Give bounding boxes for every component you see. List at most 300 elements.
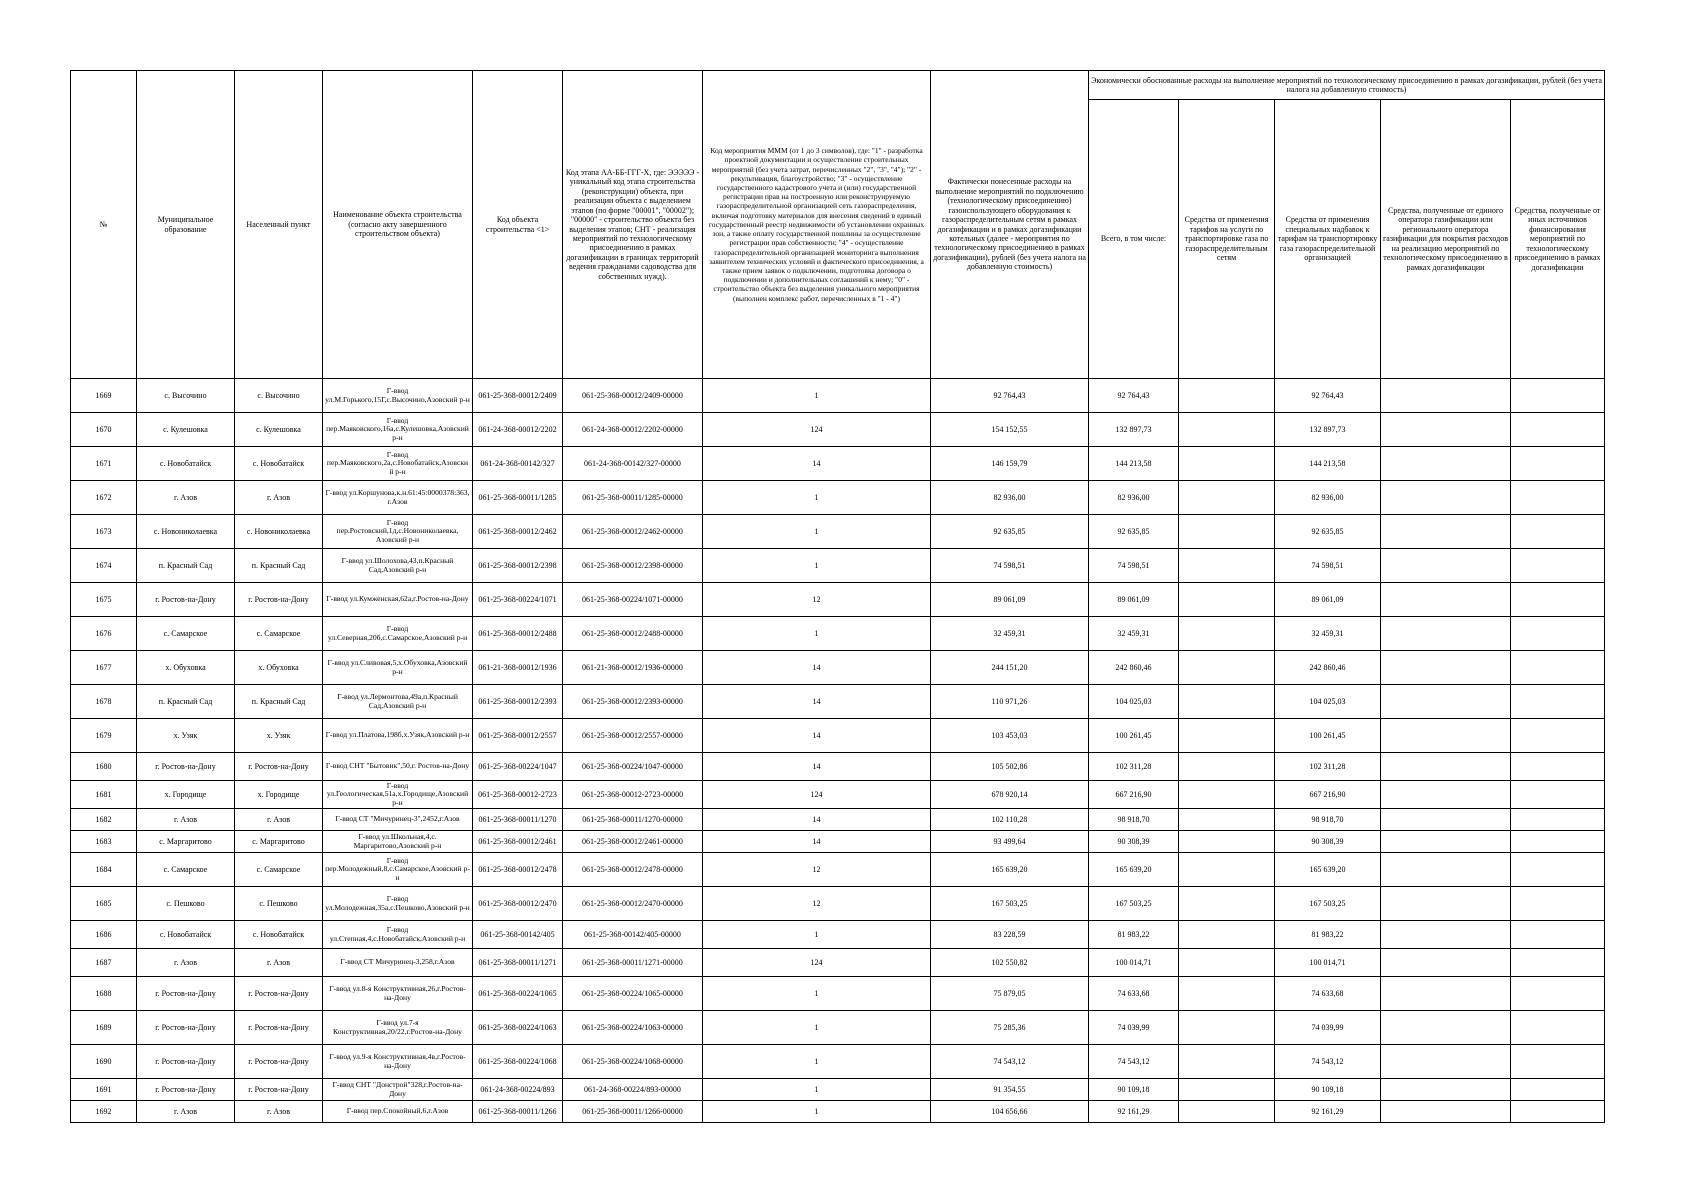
total-cell: 104 025,03 [1089, 685, 1179, 719]
event-code-cell: 14 [703, 809, 931, 831]
actual-costs-cell: 165 639,20 [931, 853, 1089, 887]
operator-funds-cell [1381, 515, 1511, 549]
event-code-cell: 12 [703, 583, 931, 617]
other-funds-cell [1511, 1101, 1605, 1123]
total-cell: 89 061,09 [1089, 583, 1179, 617]
event-code-cell: 12 [703, 887, 931, 921]
total-cell: 81 983,22 [1089, 921, 1179, 949]
markup-funds-cell: 100 261,45 [1275, 719, 1381, 753]
locality-cell: г. Ростов-на-Дону [235, 583, 323, 617]
header-stage-code: Код этапа АА-ББ-ГГГ-Х, где: ЭЭЭЭЭ - уникальный код этапа строительства (реконструкции) объекта, при реализации объекта с выделением этапов (по форме "00001", "00002"); "00000" - строительство объекта без выделения этапов; СНТ - реализация мероприятий по технологическому присоединению в рамках догазификации в границах территорий ведения гражданами садоводства для собственных нужд). [563, 71, 703, 379]
table-row [71, 753, 1605, 781]
header-event-code: Код мероприятия ММM (от 1 до 3 символов), где: "1" - разработка проектной документации и осуществление строительных мероприятий (без учета затрат, перечисленных "2", "3", "4"); "2" - рекультивация, благоустройство; "3" - осуществление государственного кадастрового учета и (или) государственной регистрации прав на построенную или реконструируемую газораспределительной организацией сеть газораспределения, включая подготовку материалов для внесения сведений в единый государственный реестр недвижимости об установлении охранных зон, а также оплату государственной пошлины за осуществление регистрации прав собственности; "4" - осуществление газораспределительной организацией мониторинга выполнения заявителем технических условий и фактического присоединения, а также прием заявок о подключении, подготовка договора о подключении и дополнительных соглашений к нему; "0" - строительство объекта без выделения уникального мероприятия (выполнен комплекс работ, перечисленных в "1 - 4") [703, 71, 931, 379]
operator-funds-cell [1381, 1045, 1511, 1079]
tariff-funds-cell [1179, 753, 1275, 781]
stage-code-cell: 061-25-368-00012/2488-00000 [563, 617, 703, 651]
other-funds-cell [1511, 583, 1605, 617]
row-number: 1669 [71, 379, 137, 413]
actual-costs-cell: 75 879,05 [931, 977, 1089, 1011]
municipality-cell: г. Ростов-на-Дону [137, 583, 235, 617]
municipality-cell: г. Ростов-на-Дону [137, 977, 235, 1011]
stage-code-cell: 061-24-368-00224/893-00000 [563, 1079, 703, 1101]
object-code-cell: 061-24-368-00142/327 [473, 447, 563, 481]
object-name-cell: Г-ввод пер.Маяковского,16а,с.Кулешовка,Азовский р-н [323, 413, 473, 447]
object-code-cell: 061-24-368-00224/893 [473, 1079, 563, 1101]
municipality-cell: п. Красный Сад [137, 685, 235, 719]
locality-cell: с. Кулешовка [235, 413, 323, 447]
municipality-cell: г. Азов [137, 809, 235, 831]
operator-funds-cell [1381, 413, 1511, 447]
markup-funds-cell: 132 897,73 [1275, 413, 1381, 447]
row-number: 1686 [71, 921, 137, 949]
operator-funds-cell [1381, 809, 1511, 831]
object-name-cell: Г-ввод СНТ "Бытовик",50,г. Ростов-на-Дону [323, 753, 473, 781]
total-cell: 167 503,25 [1089, 887, 1179, 921]
table-row [71, 447, 1605, 481]
other-funds-cell [1511, 651, 1605, 685]
event-code-cell: 14 [703, 651, 931, 685]
table-row [71, 685, 1605, 719]
other-funds-cell [1511, 379, 1605, 413]
municipality-cell: г. Азов [137, 949, 235, 977]
header-tariff-funds: Средства от применения тарифов на услуги по транспортировке газа по газораспределительным сетям [1179, 100, 1275, 379]
object-name-cell: Г-ввод ул.Коршунова,к.н.61:45:0000378:363, г.Азов [323, 481, 473, 515]
total-cell: 92 635,85 [1089, 515, 1179, 549]
locality-cell: с. Новониколаевка [235, 515, 323, 549]
other-funds-cell [1511, 515, 1605, 549]
markup-funds-cell: 74 543,12 [1275, 1045, 1381, 1079]
municipality-cell: с. Самарское [137, 617, 235, 651]
total-cell: 90 308,39 [1089, 831, 1179, 853]
event-code-cell: 14 [703, 685, 931, 719]
total-cell: 32 459,31 [1089, 617, 1179, 651]
object-name-cell: Г-ввод СТ Мичуринец-3,258,г.Азов [323, 949, 473, 977]
other-funds-cell [1511, 413, 1605, 447]
operator-funds-cell [1381, 1101, 1511, 1123]
object-name-cell: Г-ввод ул.Кумженская,62а,г.Ростов-на-Дону [323, 583, 473, 617]
total-cell: 667 216,90 [1089, 781, 1179, 809]
object-name-cell: Г-ввод ул.8-я Конструктивная,26,г.Ростов-на-Дону [323, 977, 473, 1011]
row-number: 1673 [71, 515, 137, 549]
operator-funds-cell [1381, 977, 1511, 1011]
other-funds-cell [1511, 921, 1605, 949]
tariff-funds-cell [1179, 685, 1275, 719]
table-row [71, 413, 1605, 447]
table-row [71, 1101, 1605, 1123]
row-number: 1675 [71, 583, 137, 617]
object-name-cell: Г-ввод ул.Лермонтова,49а,п.Красный Сад,Азовский р-н [323, 685, 473, 719]
total-cell: 102 311,28 [1089, 753, 1179, 781]
markup-funds-cell: 92 635,85 [1275, 515, 1381, 549]
header-actual-costs: Фактически понесенные расходы на выполнение мероприятий по подключению (технологическому присоединению) газоиспользующего оборудования к газораспределительным сетям в рамках догазификации и в рамках догазификации котельных (далее - мероприятия по технологическому присоединению в рамках догазификации), рублей (без учета налога на добавленную стоимость) [931, 71, 1089, 379]
object-code-cell: 061-25-368-00224/1065 [473, 977, 563, 1011]
tariff-funds-cell [1179, 515, 1275, 549]
tariff-funds-cell [1179, 809, 1275, 831]
stage-code-cell: 061-25-368-00012/2478-00000 [563, 853, 703, 887]
municipality-cell: х. Городище [137, 781, 235, 809]
locality-cell: х. Узяк [235, 719, 323, 753]
row-number: 1685 [71, 887, 137, 921]
event-code-cell: 1 [703, 515, 931, 549]
actual-costs-cell: 75 285,36 [931, 1011, 1089, 1045]
table-header [71, 71, 1605, 379]
actual-costs-cell: 146 159,79 [931, 447, 1089, 481]
operator-funds-cell [1381, 617, 1511, 651]
actual-costs-cell: 89 061,09 [931, 583, 1089, 617]
operator-funds-cell [1381, 1079, 1511, 1101]
row-number: 1678 [71, 685, 137, 719]
municipality-cell: г. Ростов-на-Дону [137, 753, 235, 781]
operator-funds-cell [1381, 887, 1511, 921]
stage-code-cell: 061-25-368-00224/1063-00000 [563, 1011, 703, 1045]
event-code-cell: 12 [703, 853, 931, 887]
table-row [71, 853, 1605, 887]
stage-code-cell: 061-25-368-00142/405-00000 [563, 921, 703, 949]
tariff-funds-cell [1179, 549, 1275, 583]
header-municipality: Муниципальное образование [137, 71, 235, 379]
other-funds-cell [1511, 481, 1605, 515]
total-cell: 98 918,70 [1089, 809, 1179, 831]
locality-cell: г. Ростов-на-Дону [235, 753, 323, 781]
stage-code-cell: 061-25-368-00011/1270-00000 [563, 809, 703, 831]
operator-funds-cell [1381, 921, 1511, 949]
object-code-cell: 061-25-368-00142/405 [473, 921, 563, 949]
locality-cell: с. Пешково [235, 887, 323, 921]
stage-code-cell: 061-25-368-00224/1047-00000 [563, 753, 703, 781]
stage-code-cell: 061-25-368-00012/2462-00000 [563, 515, 703, 549]
table-row [71, 921, 1605, 949]
object-name-cell: Г-ввод пер.Ростовский,1д,с.Новониколаевка, Азовский р-н [323, 515, 473, 549]
object-code-cell: 061-25-368-00224/1068 [473, 1045, 563, 1079]
operator-funds-cell [1381, 685, 1511, 719]
operator-funds-cell [1381, 549, 1511, 583]
event-code-cell: 14 [703, 447, 931, 481]
locality-cell: г. Азов [235, 481, 323, 515]
row-number: 1691 [71, 1079, 137, 1101]
markup-funds-cell: 81 983,22 [1275, 921, 1381, 949]
stage-code-cell: 061-25-368-00012/2461-00000 [563, 831, 703, 853]
locality-cell: г. Азов [235, 949, 323, 977]
stage-code-cell: 061-25-368-00224/1071-00000 [563, 583, 703, 617]
stage-code-cell: 061-25-368-00012/2557-00000 [563, 719, 703, 753]
tariff-funds-cell [1179, 1079, 1275, 1101]
markup-funds-cell: 98 918,70 [1275, 809, 1381, 831]
table-row [71, 1079, 1605, 1101]
row-number: 1670 [71, 413, 137, 447]
total-cell: 74 598,51 [1089, 549, 1179, 583]
other-funds-cell [1511, 753, 1605, 781]
table-row [71, 1011, 1605, 1045]
operator-funds-cell [1381, 1011, 1511, 1045]
locality-cell: п. Красный Сад [235, 685, 323, 719]
tariff-funds-cell [1179, 1045, 1275, 1079]
markup-funds-cell: 74 633,68 [1275, 977, 1381, 1011]
actual-costs-cell: 244 151,20 [931, 651, 1089, 685]
municipality-cell: г. Азов [137, 481, 235, 515]
operator-funds-cell [1381, 651, 1511, 685]
locality-cell: х. Обуховка [235, 651, 323, 685]
operator-funds-cell [1381, 379, 1511, 413]
stage-code-cell: 061-25-368-00011/1285-00000 [563, 481, 703, 515]
markup-funds-cell: 32 459,31 [1275, 617, 1381, 651]
stage-code-cell: 061-24-368-00142/327-00000 [563, 447, 703, 481]
total-cell: 92 161,29 [1089, 1101, 1179, 1123]
locality-cell: г. Ростов-на-Дону [235, 1079, 323, 1101]
operator-funds-cell [1381, 853, 1511, 887]
row-number: 1674 [71, 549, 137, 583]
municipality-cell: с. Высочино [137, 379, 235, 413]
operator-funds-cell [1381, 447, 1511, 481]
object-code-cell: 061-21-368-00012/1936 [473, 651, 563, 685]
markup-funds-cell: 89 061,09 [1275, 583, 1381, 617]
other-funds-cell [1511, 977, 1605, 1011]
object-code-cell: 061-25-368-00012/2488 [473, 617, 563, 651]
operator-funds-cell [1381, 949, 1511, 977]
actual-costs-cell: 110 971,26 [931, 685, 1089, 719]
stage-code-cell: 061-24-368-00012/2202-00000 [563, 413, 703, 447]
total-cell: 90 109,18 [1089, 1079, 1179, 1101]
actual-costs-cell: 93 499,64 [931, 831, 1089, 853]
header-num: № [71, 71, 137, 379]
event-code-cell: 1 [703, 379, 931, 413]
object-name-cell: Г-ввод ул.Геологическая,51а,х.Городище,Азовский р-н [323, 781, 473, 809]
locality-cell: г. Ростов-на-Дону [235, 1011, 323, 1045]
object-code-cell: 061-25-368-00011/1285 [473, 481, 563, 515]
markup-funds-cell: 144 213,58 [1275, 447, 1381, 481]
object-code-cell: 061-25-368-00011/1271 [473, 949, 563, 977]
municipality-cell: с. Новобатайск [137, 447, 235, 481]
row-number: 1679 [71, 719, 137, 753]
stage-code-cell: 061-25-368-00011/1266-00000 [563, 1101, 703, 1123]
event-code-cell: 1 [703, 1079, 931, 1101]
actual-costs-cell: 105 502,86 [931, 753, 1089, 781]
object-code-cell: 061-25-368-00012/2461 [473, 831, 563, 853]
markup-funds-cell: 242 860,46 [1275, 651, 1381, 685]
operator-funds-cell [1381, 753, 1511, 781]
row-number: 1689 [71, 1011, 137, 1045]
municipality-cell: с. Самарское [137, 853, 235, 887]
locality-cell: с. Самарское [235, 617, 323, 651]
other-funds-cell [1511, 831, 1605, 853]
gasification-costs-table [70, 70, 1605, 1123]
object-code-cell: 061-25-368-00012/2398 [473, 549, 563, 583]
total-cell: 92 764,43 [1089, 379, 1179, 413]
tariff-funds-cell [1179, 447, 1275, 481]
total-cell: 242 860,46 [1089, 651, 1179, 685]
other-funds-cell [1511, 719, 1605, 753]
actual-costs-cell: 92 764,43 [931, 379, 1089, 413]
stage-code-cell: 061-25-368-00012-2723-00000 [563, 781, 703, 809]
event-code-cell: 14 [703, 753, 931, 781]
object-code-cell: 061-25-368-00224/1071 [473, 583, 563, 617]
row-number: 1672 [71, 481, 137, 515]
other-funds-cell [1511, 447, 1605, 481]
markup-funds-cell: 102 311,28 [1275, 753, 1381, 781]
actual-costs-cell: 167 503,25 [931, 887, 1089, 921]
markup-funds-cell: 92 161,29 [1275, 1101, 1381, 1123]
operator-funds-cell [1381, 719, 1511, 753]
object-name-cell: Г-ввод СНТ "Донстрой"328,г.Ростов-на-Дону [323, 1079, 473, 1101]
table-row [71, 831, 1605, 853]
operator-funds-cell [1381, 481, 1511, 515]
municipality-cell: г. Азов [137, 1101, 235, 1123]
event-code-cell: 1 [703, 549, 931, 583]
table-row [71, 977, 1605, 1011]
object-name-cell: Г-ввод ул.9-я Конструктивная,4в,г.Ростов-на-Дону [323, 1045, 473, 1079]
object-code-cell: 061-25-368-00224/1063 [473, 1011, 563, 1045]
other-funds-cell [1511, 949, 1605, 977]
municipality-cell: с. Пешково [137, 887, 235, 921]
tariff-funds-cell [1179, 583, 1275, 617]
other-funds-cell [1511, 887, 1605, 921]
tariff-funds-cell [1179, 921, 1275, 949]
total-cell: 74 543,12 [1089, 1045, 1179, 1079]
object-code-cell: 061-25-368-00224/1047 [473, 753, 563, 781]
locality-cell: с. Маргаритово [235, 831, 323, 853]
event-code-cell: 14 [703, 719, 931, 753]
markup-funds-cell: 104 025,03 [1275, 685, 1381, 719]
event-code-cell: 1 [703, 617, 931, 651]
municipality-cell: г. Ростов-на-Дону [137, 1079, 235, 1101]
actual-costs-cell: 103 453,03 [931, 719, 1089, 753]
row-number: 1683 [71, 831, 137, 853]
object-code-cell: 061-25-368-00012/2462 [473, 515, 563, 549]
object-code-cell: 061-25-368-00012-2723 [473, 781, 563, 809]
header-locality: Населенный пункт [235, 71, 323, 379]
object-code-cell: 061-25-368-00011/1266 [473, 1101, 563, 1123]
table-row [71, 719, 1605, 753]
object-name-cell: Г-ввод ул.Шолохова,43,п.Красный Сад,Азовский р-н [323, 549, 473, 583]
total-cell: 74 633,68 [1089, 977, 1179, 1011]
actual-costs-cell: 102 110,28 [931, 809, 1089, 831]
markup-funds-cell: 90 308,39 [1275, 831, 1381, 853]
tariff-funds-cell [1179, 781, 1275, 809]
stage-code-cell: 061-25-368-00224/1065-00000 [563, 977, 703, 1011]
table-row [71, 949, 1605, 977]
object-code-cell: 061-25-368-00012/2393 [473, 685, 563, 719]
other-funds-cell [1511, 685, 1605, 719]
other-funds-cell [1511, 781, 1605, 809]
report-sheet [70, 70, 1604, 1123]
event-code-cell: 14 [703, 831, 931, 853]
locality-cell: с. Самарское [235, 853, 323, 887]
municipality-cell: с. Маргаритово [137, 831, 235, 853]
markup-funds-cell: 90 109,18 [1275, 1079, 1381, 1101]
event-code-cell: 1 [703, 1011, 931, 1045]
actual-costs-cell: 102 550,82 [931, 949, 1089, 977]
object-code-cell: 061-25-368-00012/2470 [473, 887, 563, 921]
table-row [71, 809, 1605, 831]
municipality-cell: г. Ростов-на-Дону [137, 1011, 235, 1045]
table-row [71, 651, 1605, 685]
event-code-cell: 124 [703, 413, 931, 447]
row-number: 1684 [71, 853, 137, 887]
total-cell: 165 639,20 [1089, 853, 1179, 887]
object-name-cell: Г-ввод пер.Спокойный,6,г.Азов [323, 1101, 473, 1123]
table-row [71, 781, 1605, 809]
actual-costs-cell: 83 228,59 [931, 921, 1089, 949]
locality-cell: с. Высочино [235, 379, 323, 413]
event-code-cell: 1 [703, 481, 931, 515]
municipality-cell: х. Обуховка [137, 651, 235, 685]
event-code-cell: 1 [703, 977, 931, 1011]
object-name-cell: Г-ввод СТ "Мичуринец-3",2452,г.Азов [323, 809, 473, 831]
tariff-funds-cell [1179, 853, 1275, 887]
municipality-cell: с. Кулешовка [137, 413, 235, 447]
event-code-cell: 1 [703, 1101, 931, 1123]
table-row [71, 481, 1605, 515]
stage-code-cell: 061-25-368-00012/2393-00000 [563, 685, 703, 719]
object-name-cell: Г-ввод ул.Платова,198б,х.Узяк,Азовский р-н [323, 719, 473, 753]
header-economic-costs-group: Экономически обоснованные расходы на выполнение мероприятий по технологическому присоединению в рамках догазификации, рублей (без учета налога на добавленную стоимость) [1089, 71, 1605, 100]
total-cell: 74 039,99 [1089, 1011, 1179, 1045]
stage-code-cell: 061-21-368-00012/1936-00000 [563, 651, 703, 685]
header-markup-funds: Средства от применения специальных надбавок к тарифам на транспортировку газа газораспределительной организацией [1275, 100, 1381, 379]
locality-cell: х. Городище [235, 781, 323, 809]
municipality-cell: с. Новобатайск [137, 921, 235, 949]
total-cell: 144 213,58 [1089, 447, 1179, 481]
row-number: 1692 [71, 1101, 137, 1123]
stage-code-cell: 061-25-368-00012/2398-00000 [563, 549, 703, 583]
tariff-funds-cell [1179, 617, 1275, 651]
table-row [71, 617, 1605, 651]
tariff-funds-cell [1179, 413, 1275, 447]
tariff-funds-cell [1179, 651, 1275, 685]
markup-funds-cell: 100 014,71 [1275, 949, 1381, 977]
locality-cell: г. Ростов-на-Дону [235, 977, 323, 1011]
municipality-cell: с. Новониколаевка [137, 515, 235, 549]
actual-costs-cell: 154 152,55 [931, 413, 1089, 447]
actual-costs-cell: 74 543,12 [931, 1045, 1089, 1079]
row-number: 1690 [71, 1045, 137, 1079]
actual-costs-cell: 32 459,31 [931, 617, 1089, 651]
tariff-funds-cell [1179, 949, 1275, 977]
table-row [71, 379, 1605, 413]
header-operator-funds: Средства, полученные от единого оператора газификации или регионального оператора газификации для покрытия расходов на реализацию мероприятий по технологическому присоединению в рамках догазификации [1381, 100, 1511, 379]
table-row [71, 583, 1605, 617]
header-total: Всего, в том числе: [1089, 100, 1179, 379]
other-funds-cell [1511, 1045, 1605, 1079]
object-name-cell: Г-ввод ул.М.Горького,15Г,с.Высочино,Азовский р-н [323, 379, 473, 413]
locality-cell: г. Азов [235, 809, 323, 831]
other-funds-cell [1511, 809, 1605, 831]
other-funds-cell [1511, 1011, 1605, 1045]
other-funds-cell [1511, 853, 1605, 887]
object-code-cell: 061-25-368-00012/2409 [473, 379, 563, 413]
row-number: 1681 [71, 781, 137, 809]
tariff-funds-cell [1179, 1101, 1275, 1123]
table-row [71, 515, 1605, 549]
total-cell: 132 897,73 [1089, 413, 1179, 447]
total-cell: 100 261,45 [1089, 719, 1179, 753]
actual-costs-cell: 74 598,51 [931, 549, 1089, 583]
row-number: 1680 [71, 753, 137, 781]
actual-costs-cell: 678 920,14 [931, 781, 1089, 809]
markup-funds-cell: 167 503,25 [1275, 887, 1381, 921]
tariff-funds-cell [1179, 379, 1275, 413]
table-row [71, 549, 1605, 583]
object-name-cell: Г-ввод ул.Степная,4,с.Новобатайск,Азовский р-н [323, 921, 473, 949]
markup-funds-cell: 74 039,99 [1275, 1011, 1381, 1045]
tariff-funds-cell [1179, 1011, 1275, 1045]
total-cell: 100 014,71 [1089, 949, 1179, 977]
table-body [71, 379, 1605, 1123]
markup-funds-cell: 92 764,43 [1275, 379, 1381, 413]
locality-cell: п. Красный Сад [235, 549, 323, 583]
municipality-cell: х. Узяк [137, 719, 235, 753]
header-object-code: Код объекта строительства <1> [473, 71, 563, 379]
row-number: 1676 [71, 617, 137, 651]
